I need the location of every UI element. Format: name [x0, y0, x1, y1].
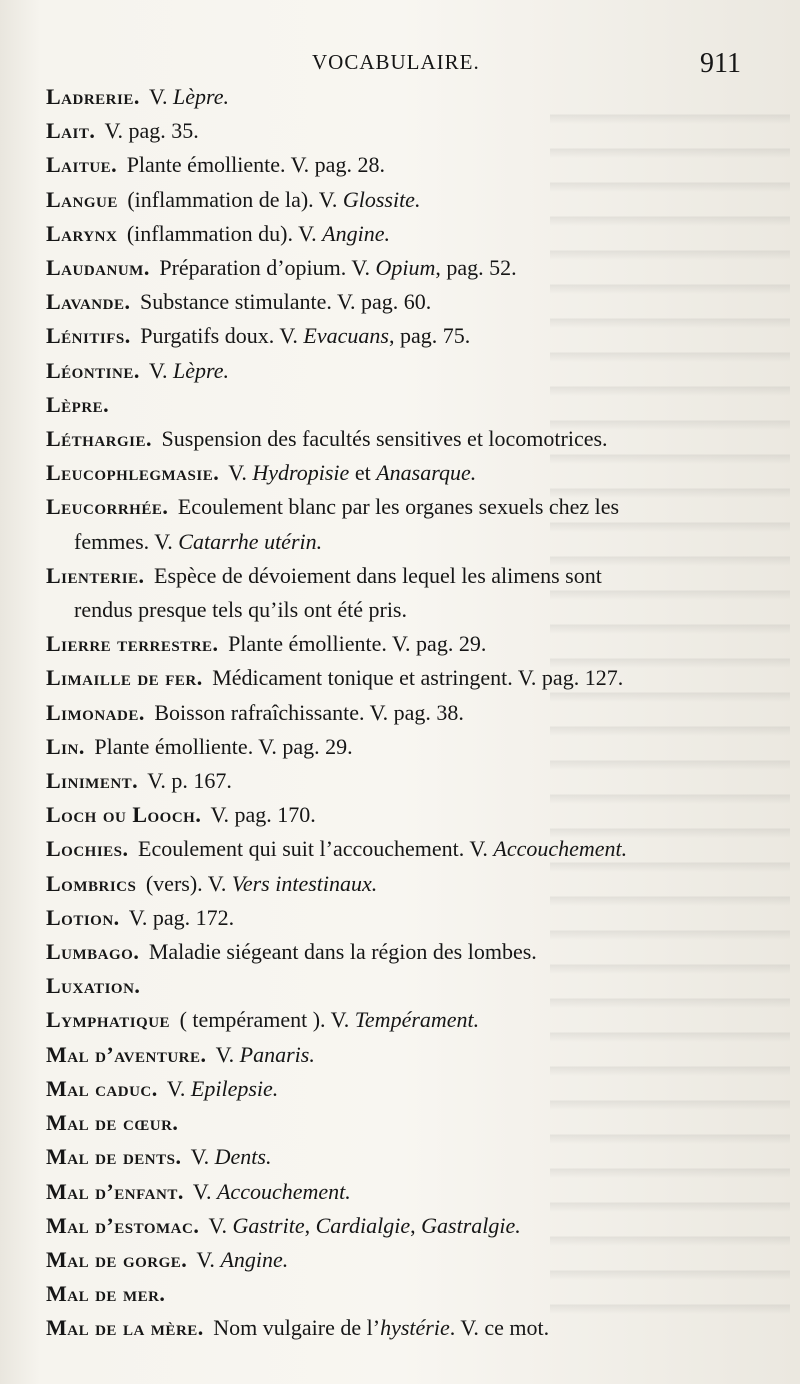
entry-text: Médicament tonique et astringent. V. pag. 127. — [206, 665, 624, 691]
vocabulary-entry — [46, 456, 766, 490]
entry-headword: Lymphatique — [46, 1007, 171, 1033]
entry-text: Nom vulgaire de l’ — [207, 1315, 381, 1341]
entry-reference: Panaris. — [239, 1041, 315, 1067]
entry-text: V. — [203, 1212, 233, 1238]
vocabulary-entry — [46, 1003, 766, 1037]
entry-text: et — [349, 460, 377, 486]
vocabulary-entry — [46, 867, 766, 901]
entry-text: Espèce de dévoiement dans lequel les alimens sont — [148, 562, 602, 588]
entry-headword: Mal d’aventure. — [46, 1041, 207, 1067]
entry-reference: Accouchement. — [216, 1178, 351, 1204]
entry-headword: Lénitifs. — [46, 323, 131, 349]
entry-reference: Gastralgie. — [421, 1212, 521, 1238]
entry-text: , — [304, 1212, 316, 1238]
entry-headword: Mal caduc. — [46, 1075, 158, 1101]
entry-headword: Ladrerie. — [46, 84, 140, 109]
entry-text: V. — [223, 460, 253, 486]
entry-headword: Mal de dents. — [46, 1144, 182, 1170]
entry-reference: Tempérament. — [354, 1007, 480, 1033]
entry-text: . V. ce mot. — [449, 1315, 550, 1341]
entry-text: , pag. 75. — [388, 323, 471, 349]
vocabulary-entry — [46, 696, 766, 730]
vocabulary-entry — [46, 627, 766, 661]
entry-reference: Catarrhe utérin. — [178, 528, 323, 554]
vocabulary-entry — [46, 1243, 766, 1277]
entry-reference: hystérie — [380, 1315, 450, 1341]
entry-headword: Limaille de fer. — [46, 665, 203, 691]
entry-text: V. — [210, 1041, 240, 1067]
vocabulary-entry — [46, 1209, 766, 1243]
vocabulary-entry — [46, 490, 766, 524]
entry-text: Ecoulement blanc par les organes sexuels chez les — [172, 494, 620, 520]
vocabulary-entry — [46, 1311, 766, 1345]
vocabulary-entry — [46, 764, 766, 798]
vocabulary-entry — [46, 1072, 766, 1106]
entry-reference: Evacuans — [303, 323, 389, 349]
entry-reference: Angine. — [322, 220, 390, 246]
vocabulary-entry — [46, 901, 766, 935]
entry-reference: Opium — [375, 255, 436, 281]
entry-text: , — [410, 1212, 422, 1238]
vocabulary-entry — [46, 80, 766, 114]
entry-text: (inflammation de la). V. — [121, 186, 343, 212]
vocabulary-entry — [46, 969, 766, 1003]
vocabulary-entry — [46, 559, 766, 593]
vocabulary-entry — [46, 798, 766, 832]
entry-headword: Liniment. — [46, 768, 139, 794]
entry-headword: Lochies. — [46, 836, 129, 862]
entry-text: femmes. V. — [74, 528, 179, 554]
vocabulary-entry — [46, 388, 766, 422]
vocabulary-entry — [46, 730, 766, 764]
entry-reference: Hydropisie — [252, 460, 350, 486]
entry-headword: Lait. — [46, 118, 96, 144]
entry-text: Plante émolliente. V. pag. 28. — [121, 152, 385, 178]
vocabulary-entry — [46, 217, 766, 251]
entry-continuation — [46, 593, 766, 627]
vocabulary-entry — [46, 285, 766, 319]
entry-reference: Dents. — [214, 1144, 272, 1170]
entry-text: Suspension des facultés sensitives et locomotrices. — [156, 426, 608, 452]
entry-reference: Lèpre. — [173, 357, 230, 383]
entry-headword: Lotion. — [46, 904, 120, 930]
entry-text: Maladie siégeant dans la région des lombes. — [143, 939, 537, 965]
entry-text: V. p. 167. — [142, 768, 232, 794]
vocabulary-entry — [46, 1106, 766, 1140]
vocabulary-entry — [46, 148, 766, 182]
vocabulary-entry — [46, 183, 766, 217]
entry-reference: Accouchement. — [493, 836, 628, 862]
entry-headword: Laudanum. — [46, 255, 150, 281]
entry-text: Boisson rafraîchissante. V. pag. 38. — [148, 699, 464, 725]
entry-text: Substance stimulante. V. pag. 60. — [134, 289, 432, 315]
entry-text: Ecoulement qui suit l’accouchement. V. — [132, 836, 494, 862]
entry-headword: Léthargie. — [46, 426, 153, 452]
entry-headword: Lin. — [46, 733, 85, 759]
entry-text: Plante émolliente. V. pag. 29. — [88, 733, 353, 759]
entry-headword: Limonade. — [46, 699, 145, 725]
entry-headword: Lierre terrestre. — [46, 631, 219, 657]
entry-text: V. — [161, 1075, 191, 1101]
vocabulary-entry — [46, 1038, 766, 1072]
entry-headword: Mal de gorge. — [46, 1246, 188, 1272]
entry-headword: Mal d’enfant. — [46, 1178, 184, 1204]
vocabulary-entry — [46, 1277, 766, 1311]
entry-reference: Cardialgie — [315, 1212, 411, 1238]
entry-headword: Lienterie. — [46, 562, 145, 588]
entry-text: V. — [143, 357, 174, 383]
entry-text: Préparation d’opium. V. — [153, 255, 376, 281]
vocabulary-entry — [46, 114, 766, 148]
vocabulary-entry — [46, 319, 766, 353]
entry-text: V. pag. 170. — [205, 802, 316, 828]
entry-text: V. — [143, 84, 174, 109]
entry-reference: Anasarque. — [376, 460, 477, 486]
entry-text: V. — [185, 1144, 215, 1170]
entry-headword: Larynx — [46, 220, 118, 246]
entry-headword: Mal d’estomac. — [46, 1212, 200, 1238]
vocabulary-list — [46, 80, 766, 1346]
entry-text: Purgatifs doux. V. — [134, 323, 304, 349]
entry-headword: Mal de la mère. — [46, 1315, 204, 1341]
entry-headword: Lavande. — [46, 289, 131, 315]
entry-headword: Mal de mer. — [46, 1281, 166, 1307]
entry-text: Plante émolliente. V. pag. 29. — [222, 631, 487, 657]
entry-text: V. pag. 172. — [123, 904, 235, 930]
entry-text: (vers). V. — [140, 870, 232, 896]
vocabulary-entry — [46, 422, 766, 456]
entry-headword: Lombrics — [46, 870, 137, 896]
entry-text: ( tempérament ). V. — [174, 1007, 355, 1033]
entry-headword: Léontine. — [46, 357, 140, 383]
entry-headword: Lumbago. — [46, 939, 140, 965]
vocabulary-entry — [46, 661, 766, 695]
entry-text: V. — [187, 1178, 217, 1204]
vocabulary-entry — [46, 1175, 766, 1209]
entry-text: V. pag. 35. — [99, 118, 199, 144]
vocabulary-entry — [46, 354, 766, 388]
entry-headword: Langue — [46, 186, 118, 212]
entry-reference: Angine. — [220, 1246, 289, 1272]
vocabulary-entry — [46, 251, 766, 285]
entry-headword: Loch ou Looch. — [46, 802, 202, 828]
entry-text: V. — [191, 1246, 221, 1272]
running-title: VOCABULAIRE. — [312, 50, 480, 74]
entry-headword: Luxation. — [46, 973, 141, 999]
vocabulary-entry — [46, 935, 766, 969]
entry-reference: Lèpre. — [173, 84, 230, 109]
entry-headword: Mal de cœur. — [46, 1110, 179, 1136]
entry-continuation — [46, 525, 766, 559]
entry-headword: Laitue. — [46, 152, 118, 178]
entry-reference: Epilepsie. — [190, 1075, 279, 1101]
entry-headword: Lèpre. — [46, 391, 110, 417]
vocabulary-entry — [46, 832, 766, 866]
vocabulary-entry — [46, 1140, 766, 1174]
entry-reference: Glossite. — [342, 186, 421, 212]
entry-text: , pag. 52. — [435, 255, 517, 281]
entry-text: rendus presque tels qu’ils ont été pris. — [74, 597, 407, 623]
entry-reference: Gastrite — [232, 1212, 305, 1238]
entry-reference: Vers intestinaux. — [231, 870, 378, 896]
entry-text: (inflammation du). V. — [121, 220, 323, 246]
entry-headword: Leucorrhée. — [46, 494, 169, 520]
page-number: 911 — [700, 48, 741, 79]
entry-headword: Leucophlegmasie. — [46, 460, 220, 486]
